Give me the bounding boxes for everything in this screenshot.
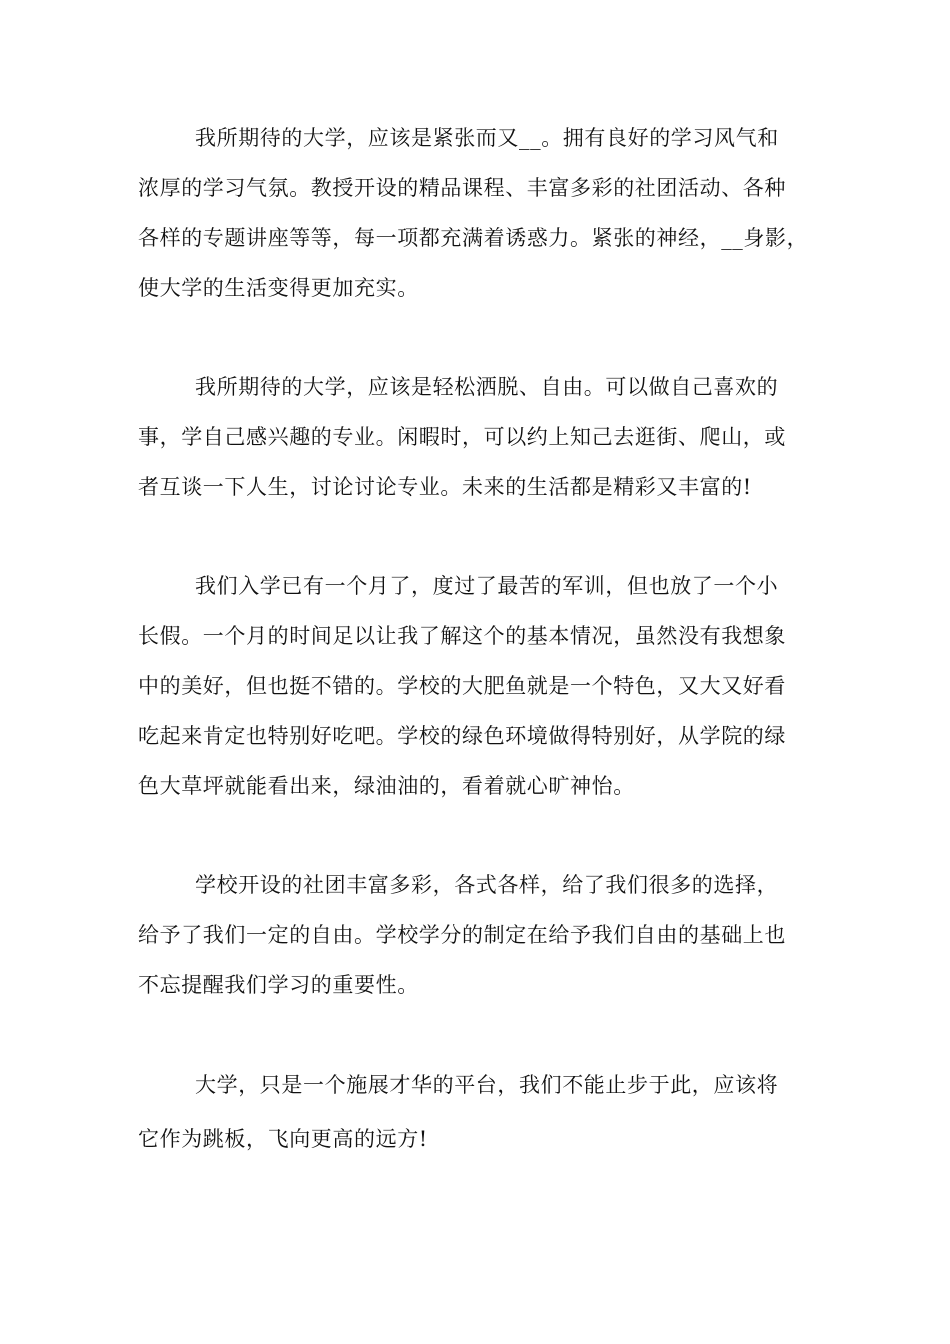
paragraph-line: 我们入学已有一个月了，度过了最苦的军训，但也放了一个小 <box>195 574 779 598</box>
paragraph-line: 吃起来肯定也特别好吃吧。学校的绿色环境做得特别好，从学院的绿 <box>138 724 786 748</box>
paragraph-line: 使大学的生活变得更加充实。 <box>138 276 419 300</box>
paragraph-line: 给予了我们一定的自由。学校学分的制定在给予我们自由的基础上也 <box>138 923 786 947</box>
paragraph-line: 中的美好，但也挺不错的。学校的大肥鱼就是一个特色，又大又好看 <box>138 674 786 698</box>
paragraph-line: 者互谈一下人生，讨论讨论专业。未来的生活都是精彩又丰富的! <box>138 475 752 499</box>
paragraph-line: 各样的专题讲座等等，每一项都充满着诱惑力。紧张的神经，__身影， <box>138 226 809 250</box>
paragraph-2 <box>138 362 838 512</box>
paragraph-line: 长假。一个月的时间足以让我了解这个的基本情况，虽然没有我想象 <box>138 624 786 648</box>
paragraph-5 <box>138 1058 838 1166</box>
paragraph-1 <box>138 113 838 313</box>
paragraph-line: 大学，只是一个施展才华的平台，我们不能止步于此，应该将 <box>195 1073 779 1097</box>
paragraph-line: 不忘提醒我们学习的重要性。 <box>138 973 419 997</box>
paragraph-line: 学校开设的社团丰富多彩，各式各样，给了我们很多的选择， <box>195 873 779 897</box>
paragraph-line: 浓厚的学习气氛。教授开设的精品课程、丰富多彩的社团活动、各种 <box>138 176 786 200</box>
paragraph-4 <box>138 860 838 1010</box>
paragraph-3 <box>138 561 838 811</box>
paragraph-line: 事，学自己感兴趣的专业。闲暇时，可以约上知己去逛街、爬山，或 <box>138 425 786 449</box>
paragraph-line: 我所期待的大学，应该是紧张而又__。拥有良好的学习风气和 <box>195 126 779 150</box>
paragraph-line: 色大草坪就能看出来，绿油油的，看着就心旷神怡。 <box>138 774 635 798</box>
paragraph-line: 我所期待的大学，应该是轻松洒脱、自由。可以做自己喜欢的 <box>195 375 779 399</box>
paragraph-line: 它作为跳板，飞向更高的远方! <box>138 1127 428 1151</box>
